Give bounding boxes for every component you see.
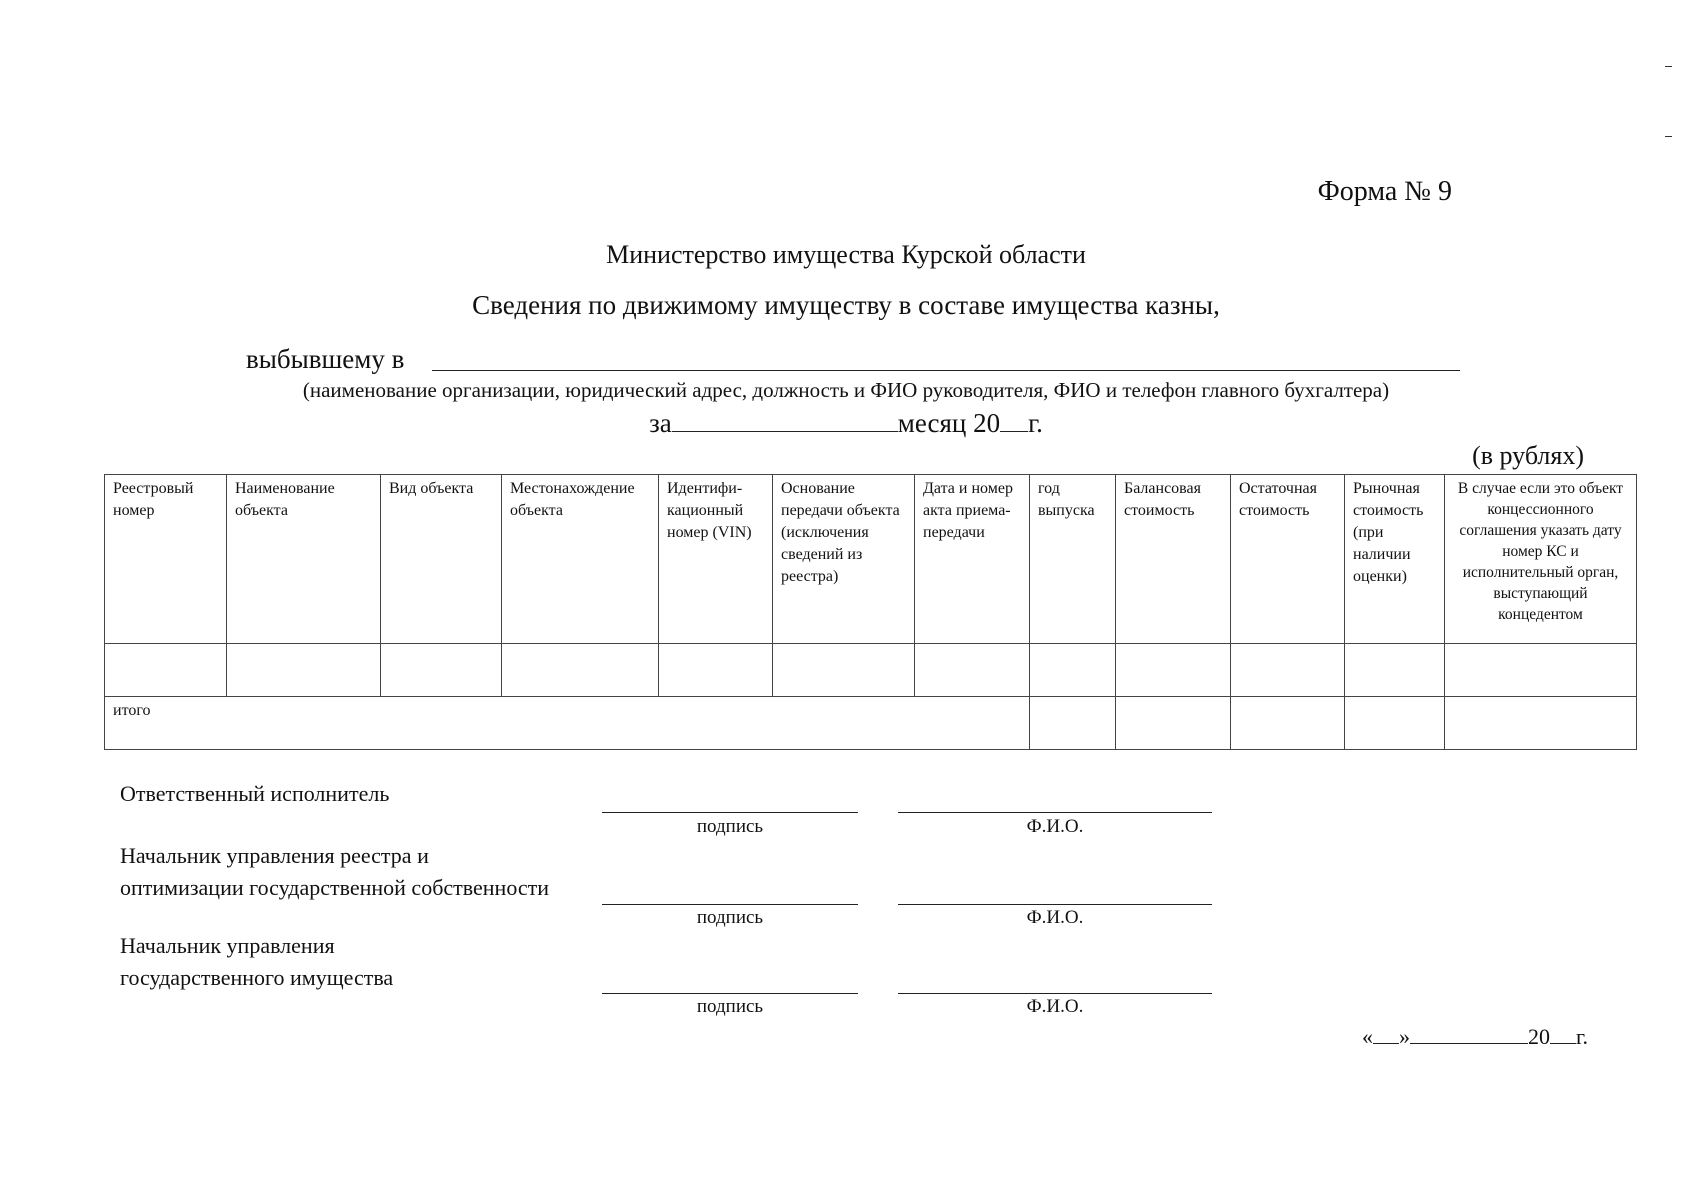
total-cell[interactable] [1345, 697, 1445, 750]
signatory-label: Ответственный исполнитель [120, 781, 390, 806]
column-header: В случае если это объект концессионного соглашения указать дату номер КС и исполнительный орган, выступающий концедентом [1445, 475, 1637, 644]
org-hint: (наименование организации, юридический адрес, должность и ФИО руководителя, ФИО и телефон главного бухгалтера) [302, 378, 1390, 402]
column-header: Вид объекта [381, 475, 502, 644]
scan-mark [1665, 66, 1672, 67]
document-title: Сведения по движимому имуществу в составе имущества казны, [472, 290, 1220, 320]
table-row [105, 644, 1637, 697]
period-prefix: за [649, 408, 672, 438]
table-cell[interactable] [773, 644, 915, 697]
table-cell[interactable] [1345, 644, 1445, 697]
table-cell[interactable] [1116, 644, 1231, 697]
day-field[interactable] [1373, 1025, 1399, 1044]
name-caption: Ф.И.О. [1026, 907, 1084, 928]
column-header: Балансовая стоимость [1116, 475, 1231, 644]
signatory-label: Начальник управления государственного имущества [120, 933, 394, 990]
org-name-field[interactable] [432, 370, 1460, 371]
signature-caption: подпись [696, 996, 764, 1017]
scan-mark [1665, 136, 1672, 137]
column-header: Дата и номер акта приема-передачи [915, 475, 1030, 644]
currency-note: (в рублях) [1472, 441, 1584, 470]
date-year-prefix: 20 [1527, 1024, 1550, 1049]
signature-caption: подпись [696, 907, 764, 928]
table-header-row [105, 475, 1637, 644]
period-year-suffix: г. [1028, 408, 1043, 438]
period-line [0, 408, 1692, 439]
column-header: Остаточная стоимость [1231, 475, 1345, 644]
table-cell[interactable] [502, 644, 659, 697]
date-line [1362, 1024, 1588, 1050]
column-header: Местонахождение объекта [502, 475, 659, 644]
column-header: Идентифи-кационный номер (VIN) [659, 475, 773, 644]
total-cell[interactable] [1030, 697, 1116, 750]
table-cell[interactable] [659, 644, 773, 697]
form-number: Форма № 9 [1317, 176, 1452, 207]
year-field[interactable] [1000, 411, 1028, 432]
signatory-label: Начальник управления реестра и оптимизации государственной собственности [120, 843, 550, 900]
name-field[interactable] [898, 812, 1212, 813]
month-field[interactable] [672, 411, 898, 432]
table-cell[interactable] [105, 644, 227, 697]
column-header: год выпуска [1030, 475, 1116, 644]
table-cell[interactable] [1231, 644, 1345, 697]
signature-field[interactable] [602, 993, 858, 994]
signature-caption: подпись [696, 816, 764, 837]
period-suffix: месяц 20 [897, 408, 1001, 438]
date-open-quote: « [1361, 1024, 1373, 1049]
org-line-label: выбывшему в [246, 344, 405, 374]
name-field[interactable] [898, 904, 1212, 905]
column-header: Реестровый номер [105, 475, 227, 644]
table-cell[interactable] [915, 644, 1030, 697]
name-caption: Ф.И.О. [1026, 816, 1084, 837]
table-cell[interactable] [1445, 644, 1637, 697]
month-field[interactable] [1410, 1025, 1528, 1044]
property-table [104, 474, 1637, 750]
table-cell[interactable] [381, 644, 502, 697]
name-field[interactable] [898, 993, 1212, 994]
table-cell[interactable] [1030, 644, 1116, 697]
column-header: Основание передачи объекта (исключения сведений из реестра) [773, 475, 915, 644]
total-row [105, 697, 1637, 750]
total-cell[interactable] [1116, 697, 1231, 750]
signature-field[interactable] [602, 904, 858, 905]
total-cell[interactable] [1231, 697, 1345, 750]
total-label: итого [105, 697, 1030, 750]
total-cell[interactable] [1445, 697, 1637, 750]
signature-field[interactable] [602, 812, 858, 813]
name-caption: Ф.И.О. [1026, 996, 1084, 1017]
column-header: Наименование объекта [227, 475, 381, 644]
column-header: Рыночная стоимость (при наличии оценки) [1345, 475, 1445, 644]
date-year-suffix: г. [1575, 1024, 1588, 1049]
year-field[interactable] [1550, 1025, 1576, 1044]
ministry-name: Министерство имущества Курской области [606, 240, 1086, 269]
date-close-quote: » [1398, 1024, 1410, 1049]
table-cell[interactable] [227, 644, 381, 697]
